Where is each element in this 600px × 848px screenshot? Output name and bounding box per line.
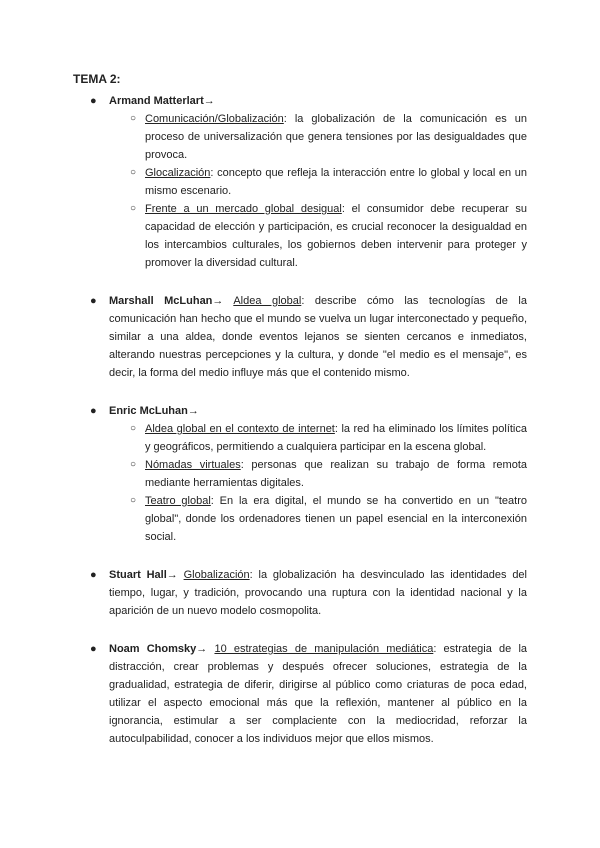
- bullet-icon: ●: [90, 405, 97, 417]
- term: Aldea global: [233, 295, 302, 307]
- bullet-icon: ●: [90, 295, 97, 307]
- definition: : la red ha eliminado los límites política y geográficos, permitiendo a cualquiera participar en la escena global.: [145, 423, 527, 453]
- circle-bullet-icon: ○: [130, 459, 137, 470]
- definition: : describe cómo las tecnologías de la comunicación han hecho que el mundo se vuelva un lugar interconectado y pequeño, similar a una aldea, donde eventos lejanos se sienten cercanos e inmediatos, alterando nuestras percepciones y la cultura, y donde "el medio es el mensaje", es decir, la forma del medio influye más que el contenido mismo.: [109, 295, 527, 379]
- list-item: [73, 492, 527, 546]
- term: Globalización: [183, 569, 250, 581]
- page-title: TEMA 2:: [73, 72, 121, 86]
- definition: : el consumidor debe recuperar su capacidad de elección y participación, es crucial reconocer la desigualdad en los intercambios culturales, los gobiernos deben intervenir para proteger y promover la diversidad cultural.: [145, 203, 527, 269]
- circle-bullet-icon: ○: [130, 423, 137, 434]
- list-item: [73, 456, 527, 492]
- circle-bullet-icon: ○: [130, 167, 137, 178]
- section-noam-chomsky: [73, 640, 527, 748]
- circle-bullet-icon: ○: [130, 113, 137, 124]
- section-enric-mcluhan: [73, 402, 527, 420]
- definition: : personas que realizan su trabajo de forma remota mediante herramientas digitales.: [145, 459, 527, 489]
- term: Comunicación/Globalización: [145, 113, 284, 125]
- term: Nómadas virtuales: [145, 459, 241, 471]
- matterlart-subitems: [73, 110, 527, 272]
- bullet-icon: ●: [90, 569, 97, 581]
- definition: : En la era digital, el mundo se ha convertido en un "teatro global", donde los ordenadores tienen un papel esencial en la interconexión social.: [145, 495, 527, 543]
- section-stuart-hall: [73, 566, 527, 620]
- bullet-icon: ●: [90, 95, 97, 107]
- definition: : estrategia de la distracción, crear problemas y después ofrecer soluciones, estrategia de la gradualidad, estrategia de diferir, dirigirse al público como criaturas de poca edad, utilizar el aspecto emocional más que la reflexión, mantener al público en la ignorancia, estimular a ser complaciente con la mediocridad, reforzar la autoculpabilidad, conocer a los individuos mejor que ellos mismos.: [109, 643, 528, 745]
- list-item: [73, 200, 527, 272]
- list-item: [73, 164, 527, 200]
- section-matterlart: [73, 92, 527, 110]
- author-name: Enric McLuhan→: [109, 405, 199, 417]
- definition: : concepto que refleja la interacción entre lo global y local en un mismo escenario.: [145, 167, 527, 197]
- author-name: Stuart Hall→: [109, 569, 178, 581]
- author-name: Marshall McLuhan→: [109, 295, 224, 307]
- author-name: Noam Chomsky→: [109, 643, 208, 655]
- list-item: [73, 420, 527, 456]
- section-marshall-mcluhan: [73, 292, 527, 382]
- term: Aldea global en el contexto de internet: [145, 423, 335, 435]
- bullet-icon: ●: [90, 643, 97, 655]
- enric-subitems: [73, 420, 527, 546]
- term: Teatro global: [145, 495, 211, 507]
- term: Frente a un mercado global desigual: [145, 203, 342, 215]
- circle-bullet-icon: ○: [130, 495, 137, 506]
- definition: : la globalización ha desvinculado las identidades del tiempo, lugar, y tradición, provocando una ruptura con la identidad nacional y la aparición de un nuevo modelo cosmopolita.: [109, 569, 527, 617]
- term: 10 estrategias de manipulación mediática: [214, 643, 434, 655]
- definition: : la globalización de la comunicación es un proceso de universalización que genera tensiones por las desigualdades que provoca.: [145, 113, 527, 161]
- list-item: [73, 110, 527, 164]
- term: Glocalización: [145, 167, 211, 179]
- circle-bullet-icon: ○: [130, 203, 137, 214]
- author-name: Armand Matterlart→: [109, 95, 215, 107]
